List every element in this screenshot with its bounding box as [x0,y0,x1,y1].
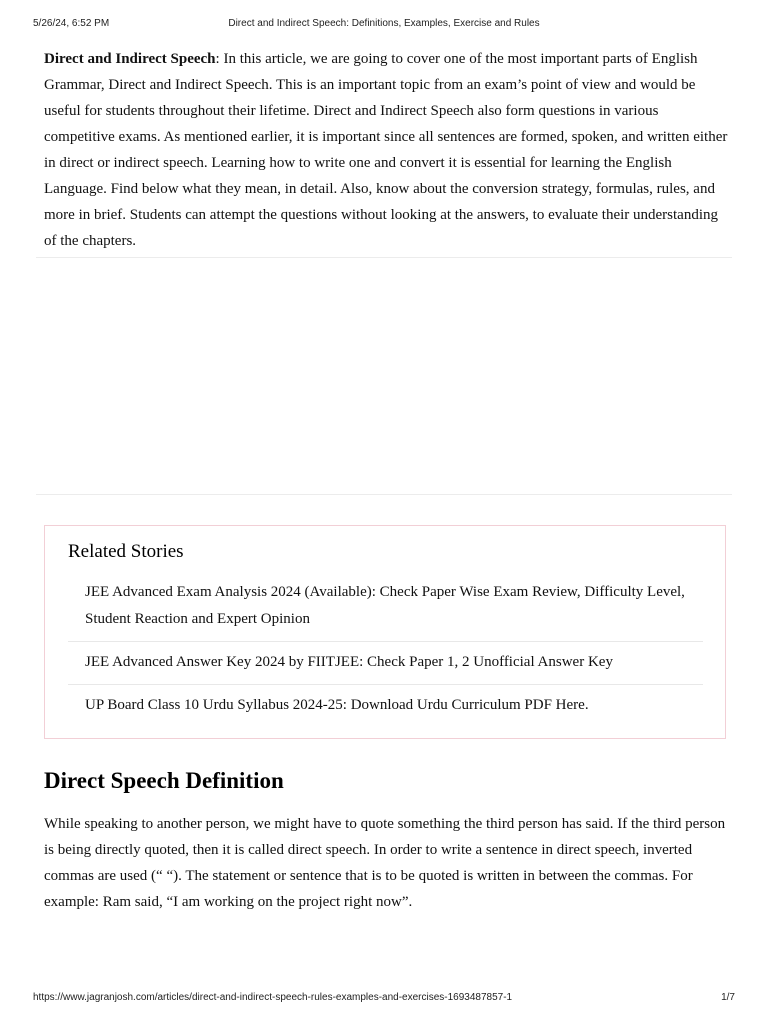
print-url: https://www.jagranjosh.com/articles/direct-and-indirect-speech-rules-examples-and-exercises-1693487857-1 [33,992,513,1003]
related-story-link[interactable]: JEE Advanced Answer Key 2024 by FIITJEE: Check Paper 1, 2 Unofficial Answer Key [68,649,703,685]
intro-text: : In this article, we are going to cover one of the most important parts of English Grammar, Direct and Indirect Speech. This is an important topic from an exam’s point of view and would be useful for students throughout their lifetime. Direct and Indirect Speech also form questions in various competitive exams. As mentioned earlier, it is important since all sentences are formed, spoken, and written either in direct or indirect speech. Learning how to write one and convert it is essential for learning the English Language. Find below what they mean, in detail. Also, know about the conversion strategy, formulas, rules, and more in brief. Students can attempt the questions without looking at the answers, to evaluate their understanding of the chapters. [44,51,728,249]
intro-paragraph [44,46,728,254]
divider [36,494,732,495]
related-stories-list [68,579,703,734]
page-number: 1/7 [721,992,735,1003]
print-footer [33,992,735,1006]
related-story-link[interactable]: UP Board Class 10 Urdu Syllabus 2024-25: Download Urdu Curriculum PDF Here. [85,697,589,713]
intro-bold-lead: Direct and Indirect Speech [44,51,216,67]
related-stories-heading: Related Stories [68,541,184,562]
related-stories-box [44,525,726,739]
print-header [33,18,735,32]
ad-placeholder [36,258,732,494]
section-heading: Direct Speech Definition [44,768,284,793]
print-date: 5/26/24, 6:52 PM [33,18,110,29]
related-story-link[interactable]: JEE Advanced Exam Analysis 2024 (Available): Check Paper Wise Exam Review, Difficulty Level, Student Reaction and Expert Opinion [68,579,703,642]
section-paragraph: While speaking to another person, we might have to quote something the third person has said. If the third person is being directly quoted, then it is called direct speech. In order to write a sentence in direct speech, inverted commas are used (“ “). The statement or sentence that is to be quoted is written in between the commas. For example: Ram said, “I am working on the project right now”. [44,816,726,910]
print-page-title: Direct and Indirect Speech: Definitions, Examples, Exercise and Rules [228,18,540,29]
